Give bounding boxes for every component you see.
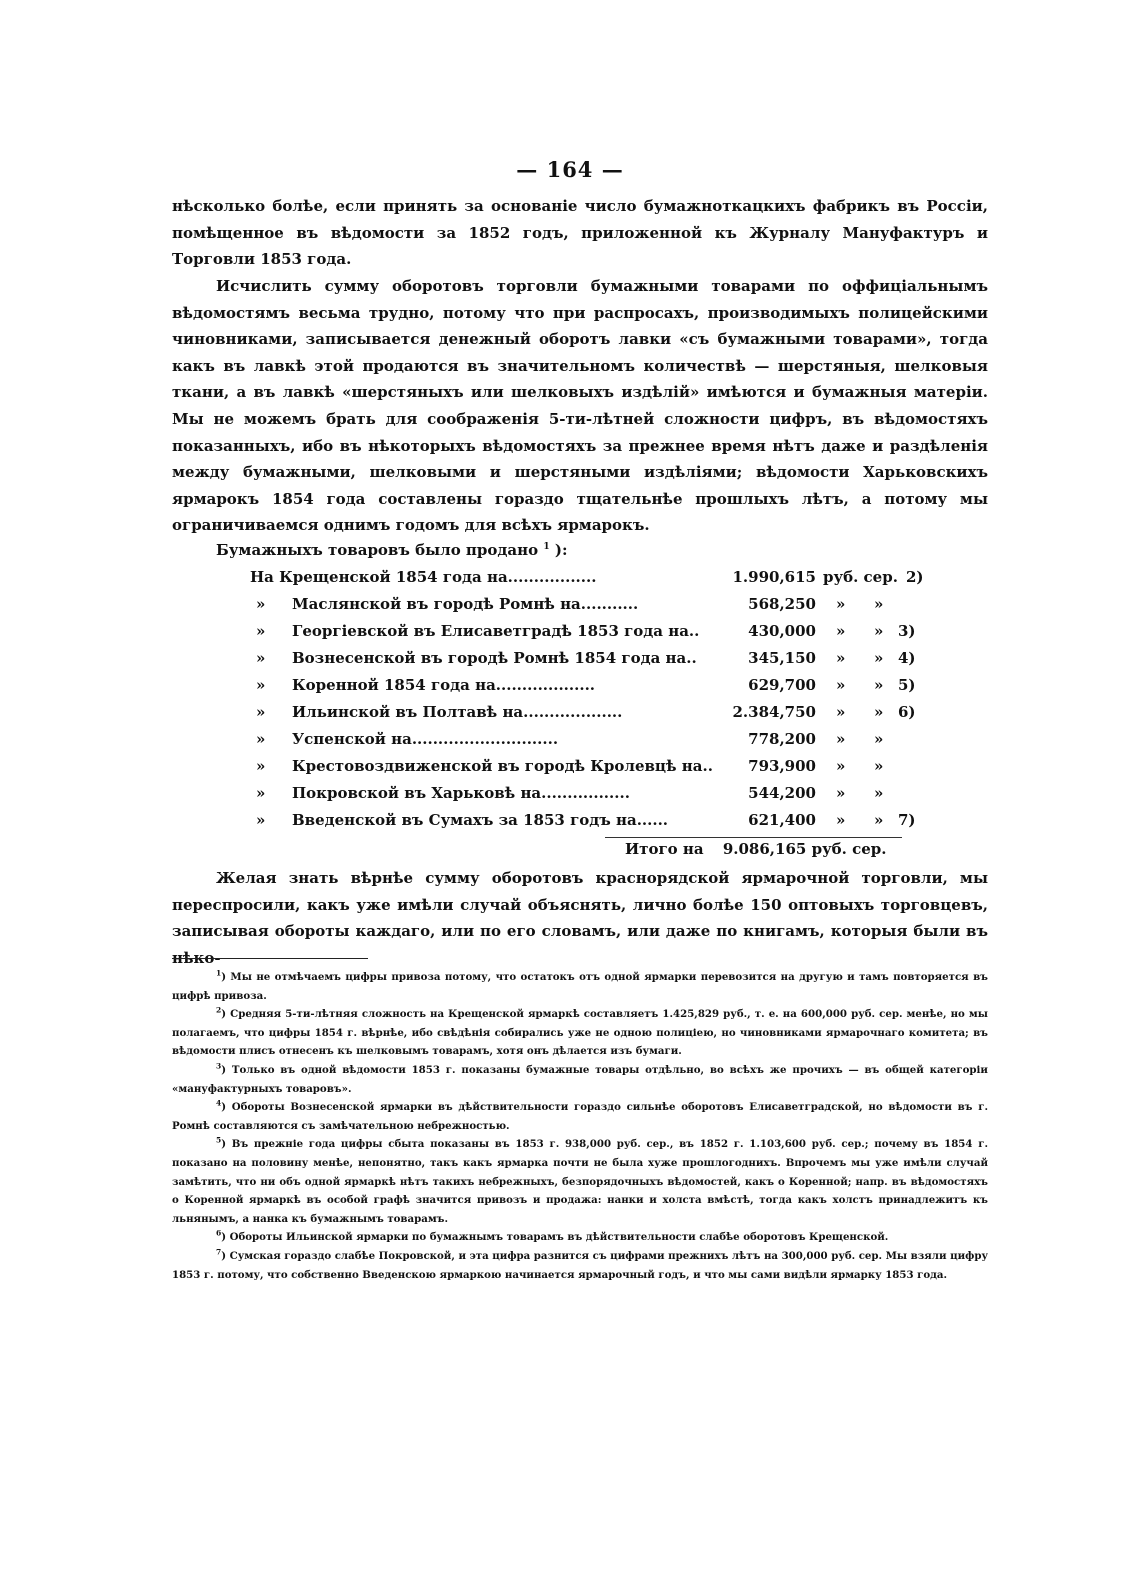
table-row [216, 730, 936, 757]
fair-name: Маслянской въ городѣ Ромнѣ на........... [292, 595, 639, 613]
fair-value: 544,200 [748, 784, 816, 802]
fair-name: Введенской въ Сумахъ за 1853 годъ на...... [292, 811, 669, 829]
total-row [625, 840, 887, 858]
table-row [216, 811, 936, 838]
table-row [216, 676, 936, 703]
footnote-text: ) Обороты Вознесенской ярмарки въ дѣйствительности гораздо сильнѣе оборотовъ Елисаветградской, но вѣдомости въ г. Ромнѣ составляются съ замѣчательною небрежностью. [172, 1101, 988, 1132]
total-rule [605, 837, 902, 838]
fair-name: Покровской въ Харьковѣ на................. [292, 784, 630, 802]
unit-ditto: » [836, 649, 846, 667]
table-row [216, 757, 936, 784]
page-number: — 164 — [516, 157, 624, 182]
footnote [172, 1135, 988, 1228]
ditto-mark: » [256, 622, 266, 640]
footnote-text: ) Средняя 5-ти-лѣтняя сложность на Крещенской ярмаркѣ составляетъ 1.425,829 руб., т. е. на 600,000 руб. сер. менѣе, но мы полагаемъ, что цифры 1854 г. вѣрнѣе, ибо свѣдѣнія собирались уже не одною полиціею, но чиновниками ярмарочнаго комитета; въ вѣдомости плисъ отнесенъ къ шелковымъ товарамъ, хотя онъ дѣлается изъ бумаги. [172, 1008, 988, 1058]
total-unit: руб. сер. [811, 840, 887, 858]
table-row [216, 649, 936, 676]
ditto-mark: » [256, 703, 266, 721]
total-value: 9.086,165 [722, 840, 807, 858]
ditto-mark: » [256, 730, 266, 748]
ditto-mark: » [256, 595, 266, 613]
unit-ditto: » [836, 622, 846, 640]
fair-value: 793,900 [748, 757, 816, 775]
footnote-text: ) Только въ одной вѣдомости 1853 г. показаны бумажные товары отдѣльно, во всѣхъ же прочихъ — въ общей категоріи «мануфактурныхъ товаровъ». [172, 1063, 988, 1095]
footnote [172, 1005, 988, 1061]
ditto-mark: » [256, 757, 266, 775]
table-row [216, 622, 936, 649]
footnote-ref: 1 [543, 542, 550, 552]
footnote-ref: 5) [898, 676, 916, 694]
unit-ditto: » [836, 730, 846, 748]
paragraph-sales-difficulty: Исчислить сумму оборотовъ торговли бумажными товарами по оффиціальнымъ вѣдомостямъ весьма трудно, потому что при распросахъ, производимыхъ полицейскими чиновниками, записывается денежный оборотъ лавки «съ бумажными товарами», тогда какъ въ лавкѣ этой продаются въ значительномъ количествѣ — шерстяныя, шелковыя ткани, а въ лавкѣ «шерстяныхъ или шелковыхъ издѣлій» имѣются и бумажныя матеріи. Мы не можемъ брать для соображенія 5-ти-лѣтней сложности цифръ, въ вѣдомостяхъ показанныхъ, ибо въ нѣкоторыхъ вѣдомостяхъ за прежнее время нѣтъ даже и раздѣленія между бумажными, шелковыми и шерстяными издѣліями; вѣдомости Харьковскихъ ярмарокъ 1854 года составлены гораздо тщательнѣе прошлыхъ лѣтъ, а потому мы ограничиваемся однимъ годомъ для всѣхъ ярмарокъ. [172, 277, 988, 535]
table-row [216, 784, 936, 811]
fair-value: 568,250 [748, 595, 816, 613]
footnote [172, 1228, 988, 1247]
unit-ditto: » [874, 622, 884, 640]
footnote-text: ) Обороты Ильинской ярмарки по бумажнымъ товарамъ въ дѣйствительности слабѣе оборотовъ Крещенской. [221, 1231, 889, 1244]
total-label: Итого на [625, 840, 704, 858]
footnote [172, 1247, 988, 1284]
footnote [172, 968, 988, 1005]
footnote-mark: 5 [216, 1135, 222, 1145]
footnote-mark: 1 [216, 968, 222, 978]
table-intro [216, 541, 567, 559]
unit-ditto: » [874, 757, 884, 775]
footnote-mark: 3 [216, 1061, 222, 1071]
footnote-mark: 4 [216, 1098, 222, 1108]
footnote-mark: 6 [216, 1228, 222, 1238]
table-row [216, 568, 936, 595]
footnotes [172, 968, 988, 1284]
unit-ditto: » [874, 595, 884, 613]
fair-name: На Крещенской 1854 года на................. [250, 568, 597, 586]
unit-ditto: » [836, 676, 846, 694]
fair-name: Коренной 1854 года на................... [292, 676, 596, 694]
footnote-ref: 4) [898, 649, 916, 667]
unit-ditto: » [874, 676, 884, 694]
fair-value: 2.384,750 [732, 703, 816, 721]
fair-unit: руб. сер. [823, 568, 898, 586]
footnote-mark: 2 [216, 1005, 222, 1015]
unit-ditto: » [874, 784, 884, 802]
unit-ditto: » [874, 703, 884, 721]
fair-value: 430,000 [748, 622, 816, 640]
footnote-ref: 3) [898, 622, 916, 640]
footnote-text: ) Сумская гораздо слабѣе Покровской, и эта цифра разнится съ цифрами прежнихъ лѣтъ на 300,000 руб. сер. Мы взяли цифру 1853 г. потому, что собственно Введенскою ярмаркою начинается ярмарочный годъ, и что мы сами видѣли ярмарку 1853 года. [172, 1249, 988, 1281]
unit-ditto: » [836, 757, 846, 775]
footnote [172, 1098, 988, 1135]
ditto-mark: » [256, 811, 266, 829]
footnote-separator [172, 958, 368, 959]
unit-ditto: » [874, 730, 884, 748]
fair-name: Крестовоздвиженской въ городѣ Кролевцѣ на.. [292, 757, 713, 775]
fair-name: Ильинской въ Полтавѣ на................... [292, 703, 623, 721]
table-row [216, 595, 936, 622]
footnote-ref: 7) [898, 811, 916, 829]
table-intro-tail: ): [554, 541, 568, 559]
fair-value: 629,700 [748, 676, 816, 694]
fair-name: Вознесенской въ городѣ Ромнѣ 1854 года на.. [292, 649, 697, 667]
fair-value: 778,200 [748, 730, 816, 748]
unit-ditto: » [836, 811, 846, 829]
unit-ditto: » [836, 784, 846, 802]
unit-ditto: » [836, 703, 846, 721]
paragraph-survey: Желая знать вѣрнѣе сумму оборотовъ краснорядской ярмарочной торговли, мы переспросили, какъ уже имѣли случай объяснять, лично болѣе 150 оптовыхъ торговцевъ, записывая обороты каждаго, или по его словамъ, или даже по книгамъ, которыя были въ нѣко- [172, 869, 988, 967]
fair-value: 345,150 [748, 649, 816, 667]
table-row [216, 703, 936, 730]
fair-value: 1.990,615 [732, 568, 816, 586]
footnote-text: ) Мы не отмѣчаемъ цифры привоза потому, что остатокъ отъ одной ярмарки перевозится на другую и тамъ повторяется въ цифрѣ привоза. [172, 971, 988, 1002]
footnote-ref: 2) [906, 568, 924, 586]
fair-name: Успенской на............................ [292, 730, 559, 748]
unit-ditto: » [836, 595, 846, 613]
footnote-text: ) Въ прежніе года цифры сбыта показаны въ 1853 г. 938,000 руб. сер., въ 1852 г. 1.103,600 руб. сер.; почему въ 1854 г. показано на половину менѣе, непонятно, такъ какъ ярмарка почти не была хуже прошлогоднихъ. Впрочемъ мы уже имѣли случай замѣтить, что ни объ одной ярмаркѣ нѣтъ такихъ небрежныхъ, безпорядочныхъ вѣдомостей, какъ о Коренной; напр. въ вѣдомостяхъ о Коренной ярмаркѣ въ особой графѣ значится привозъ и продажа: нанки и холста вмѣстѣ, тогда какъ холстъ принадлежитъ къ льнянымъ, а нанка къ бумажнымъ товарамъ. [172, 1138, 988, 1225]
footnote-mark: 7 [216, 1247, 222, 1257]
footnote-ref: 6) [898, 703, 916, 721]
table-intro-text: Бумажныхъ товаровъ было продано [216, 541, 539, 559]
paragraph-continuation: нѣсколько болѣе, если принять за основаніе число бумажноткацкихъ фабрикъ въ Россіи, помѣщенное въ вѣдомости за 1852 годъ, приложенной къ Журналу Мануфактуръ и Торговли 1853 года. [172, 197, 988, 269]
footnote [172, 1061, 988, 1098]
ditto-mark: » [256, 676, 266, 694]
unit-ditto: » [874, 649, 884, 667]
fair-value: 621,400 [748, 811, 816, 829]
fair-name: Георгіевской въ Елисаветградѣ 1853 года на.. [292, 622, 700, 640]
ditto-mark: » [256, 649, 266, 667]
ditto-mark: » [256, 784, 266, 802]
unit-ditto: » [874, 811, 884, 829]
